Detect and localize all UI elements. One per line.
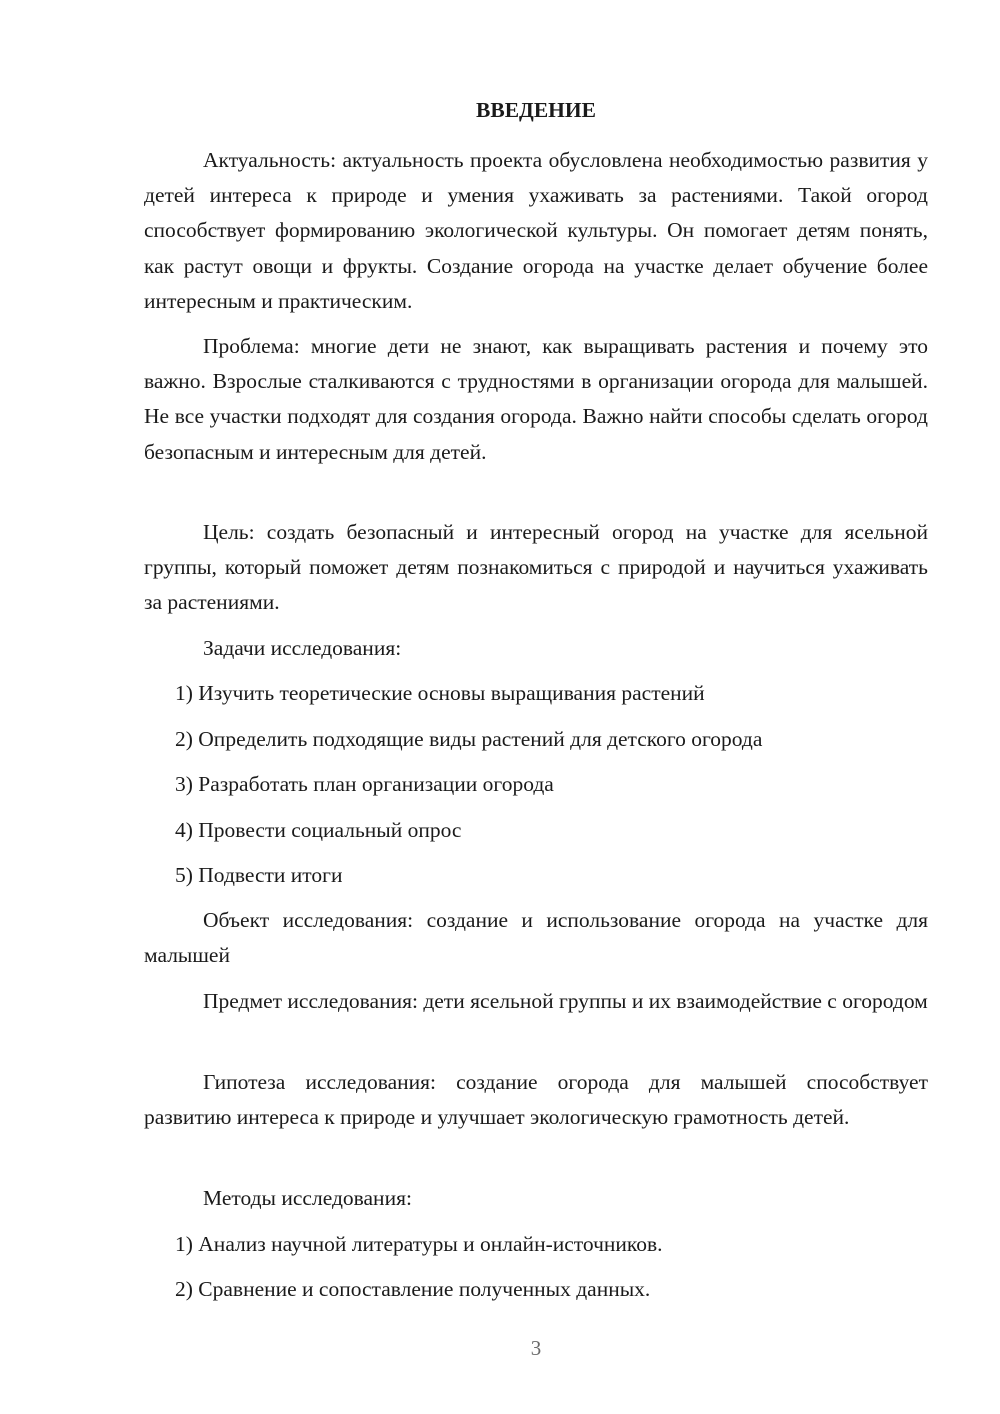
- goal-paragraph: Цель: создать безопасный и интересный огород на участке для ясельной группы, который поможет детям познакомиться с природой и научиться ухаживать за растениями.: [144, 520, 928, 615]
- task-item: 4) Провести социальный опрос: [175, 818, 462, 842]
- section-title: ВВЕДЕНИЕ: [476, 98, 596, 122]
- problem-paragraph: Проблема: многие дети не знают, как выращивать растения и почему это важно. Взрослые сталкиваются с трудностями в организации огорода для малышей. Не все участки подходят для создания огорода. Важно найти способы сделать огород безопасным и интересным для детей.: [144, 334, 928, 464]
- subject-paragraph: Предмет исследования: дети ясельной группы и их взаимодействие с огородом: [203, 989, 928, 1013]
- method-item: 1) Анализ научной литературы и онлайн-источников.: [175, 1232, 663, 1256]
- method-item: 2) Сравнение и сопоставление полученных данных.: [175, 1277, 651, 1301]
- task-item: 3) Разработать план организации огорода: [175, 772, 554, 796]
- hypothesis-paragraph: Гипотеза исследования: создание огорода для малышей способствует развитию интереса к природе и улучшает экологическую грамотность детей.: [144, 1070, 928, 1130]
- tasks-heading: Задачи исследования:: [203, 636, 402, 660]
- object-paragraph: Объект исследования: создание и использование огорода на участке для малышей: [144, 908, 928, 968]
- relevance-paragraph: Актуальность: актуальность проекта обусловлена необходимостью развития у детей интереса к природе и умения ухаживать за растениями. Такой огород способствует формированию экологической культуры. Он помогает детям понять, как растут овощи и фрукты. Создание огорода на участке делает обучение более интересным и практическим.: [144, 148, 928, 313]
- methods-heading: Методы исследования:: [203, 1186, 412, 1210]
- task-item: 1) Изучить теоретические основы выращивания растений: [175, 681, 705, 705]
- task-item: 5) Подвести итоги: [175, 863, 343, 887]
- task-item: 2) Определить подходящие виды растений для детского огорода: [175, 727, 763, 751]
- page-number: 3: [530, 1336, 542, 1360]
